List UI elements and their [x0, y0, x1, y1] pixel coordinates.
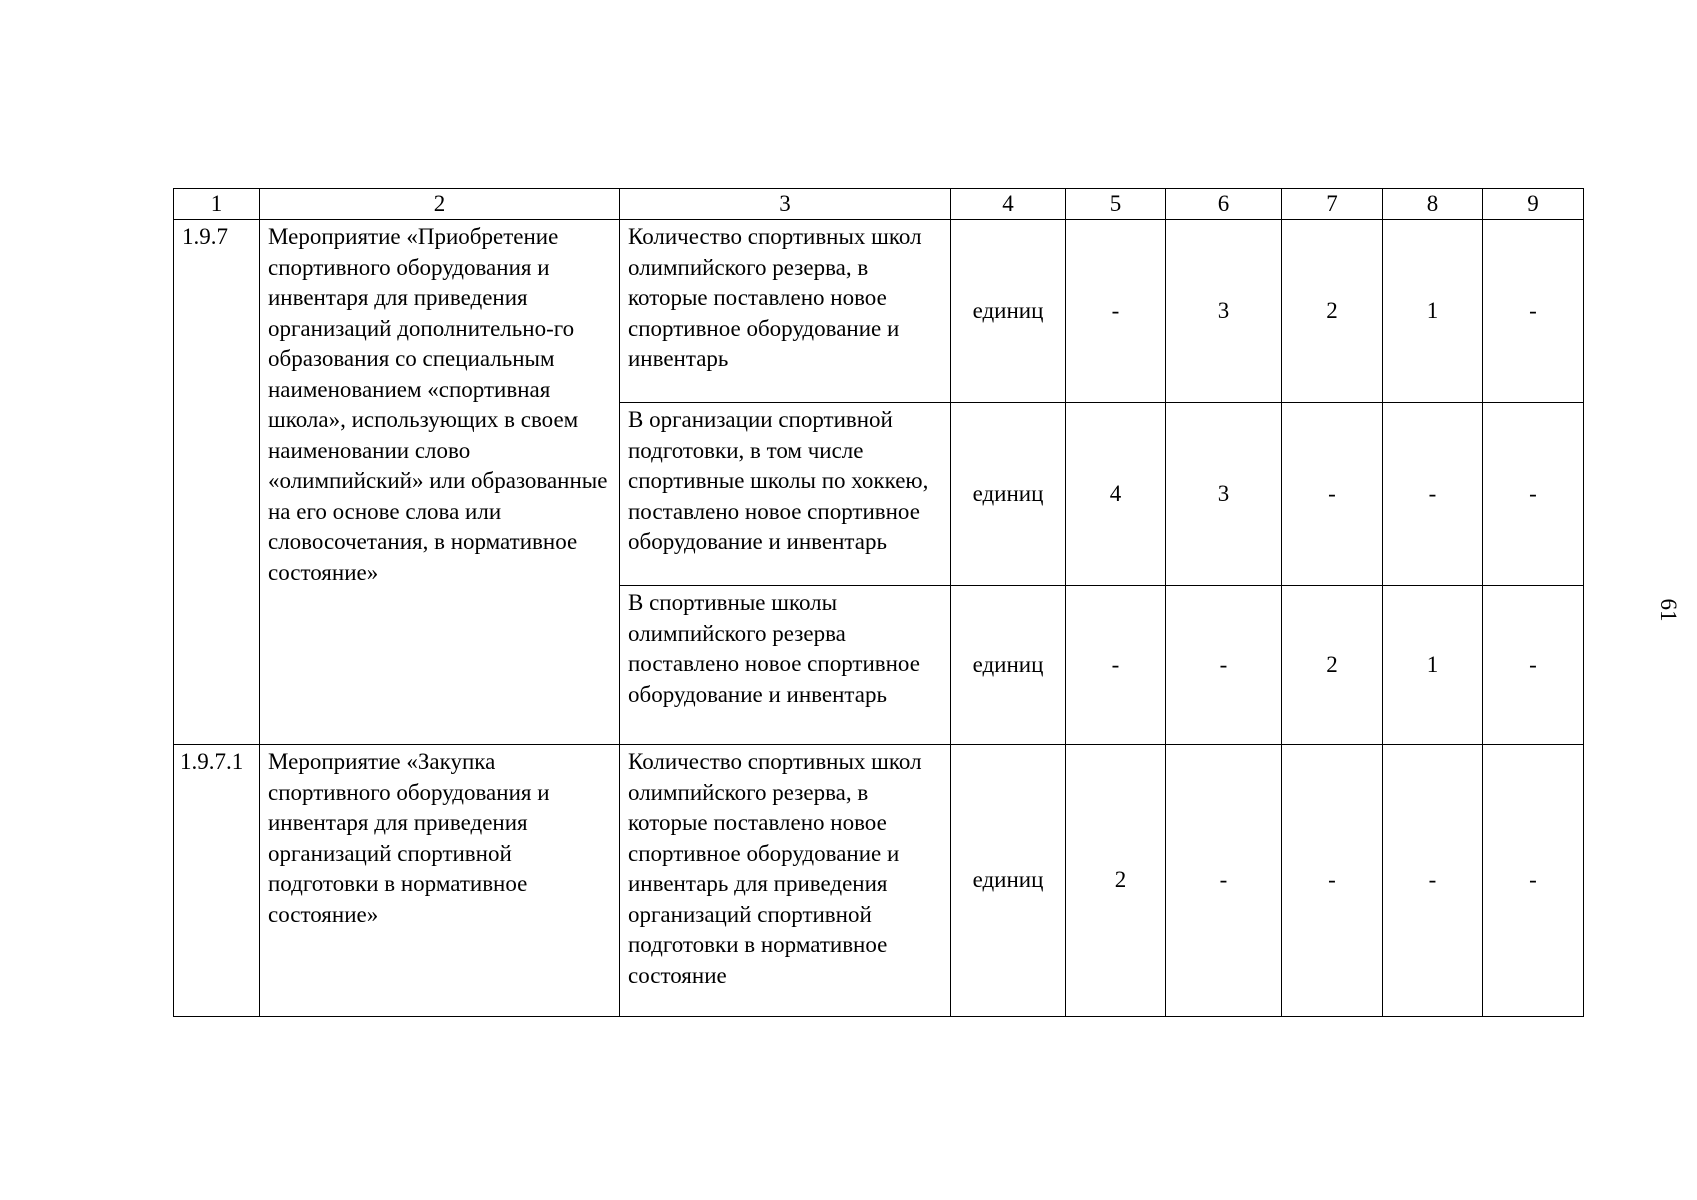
header-cell: 1 — [174, 189, 260, 220]
value-cell-5: - — [1066, 220, 1166, 403]
value-cell-8: - — [1383, 403, 1483, 586]
value-cell-8: - — [1383, 745, 1483, 1017]
header-cell: 4 — [951, 189, 1066, 220]
value-cell-7: 2 — [1282, 586, 1383, 745]
value-cell-5: 4 — [1066, 403, 1166, 586]
value-cell-5: - — [1066, 586, 1166, 745]
page-number: 61 — [1656, 598, 1681, 622]
row-number: 1.9.7 — [174, 220, 260, 745]
header-cell: 3 — [620, 189, 951, 220]
unit-cell: единиц — [951, 403, 1066, 586]
unit-cell: единиц — [951, 586, 1066, 745]
value-cell-9: - — [1483, 745, 1584, 1017]
header-cell: 6 — [1166, 189, 1282, 220]
value-cell-7: - — [1282, 403, 1383, 586]
value-cell-6: - — [1166, 745, 1282, 1017]
unit-cell: единиц — [951, 745, 1066, 1017]
header-cell: 5 — [1066, 189, 1166, 220]
value-cell-6: 3 — [1166, 403, 1282, 586]
value-cell-8: 1 — [1383, 220, 1483, 403]
header-cell: 9 — [1483, 189, 1584, 220]
header-cell: 7 — [1282, 189, 1383, 220]
value-cell-8: 1 — [1383, 586, 1483, 745]
indicators-table — [173, 188, 1584, 1017]
event-description: Мероприятие «Приобретение спортивного оборудования и инвентаря для приведения организаций дополнительно-го образования со специальным наименованием «спортивная школа», использующих в своем наименовании слово «олимпийский» или образованные на его основе слова или словосочетания, в нормативное состояние» — [260, 220, 620, 745]
value-cell-5: 2 — [1066, 745, 1166, 1017]
indicator-text: Количество спортивных школ олимпийского резерва, в которые поставлено новое спортивное оборудование и инвентарь для приведения организаций спортивной подготовки в нормативное состояние — [620, 745, 951, 1017]
value-cell-6: 3 — [1166, 220, 1282, 403]
indicator-text: В спортивные школы олимпийского резерва поставлено новое спортивное оборудование и инвентарь — [620, 586, 951, 745]
indicator-text: В организации спортивной подготовки, в том числе спортивные школы по хоккею, поставлено новое спортивное оборудование и инвентарь — [620, 403, 951, 586]
table-row — [174, 745, 1584, 1017]
table-row — [174, 220, 1584, 403]
value-cell-7: 2 — [1282, 220, 1383, 403]
table-header-row — [174, 189, 1584, 220]
indicator-text: Количество спортивных школ олимпийского резерва, в которые поставлено новое спортивное оборудование и инвентарь — [620, 220, 951, 403]
unit-cell: единиц — [951, 220, 1066, 403]
row-number: 1.9.7.1 — [174, 745, 260, 1017]
value-cell-9: - — [1483, 220, 1584, 403]
value-cell-9: - — [1483, 586, 1584, 745]
value-cell-7: - — [1282, 745, 1383, 1017]
value-cell-6: - — [1166, 586, 1282, 745]
header-cell: 2 — [260, 189, 620, 220]
header-cell: 8 — [1383, 189, 1483, 220]
event-description: Мероприятие «Закупка спортивного оборудования и инвентаря для приведения организаций спортивной подготовки в нормативное состояние» — [260, 745, 620, 1017]
value-cell-9: - — [1483, 403, 1584, 586]
